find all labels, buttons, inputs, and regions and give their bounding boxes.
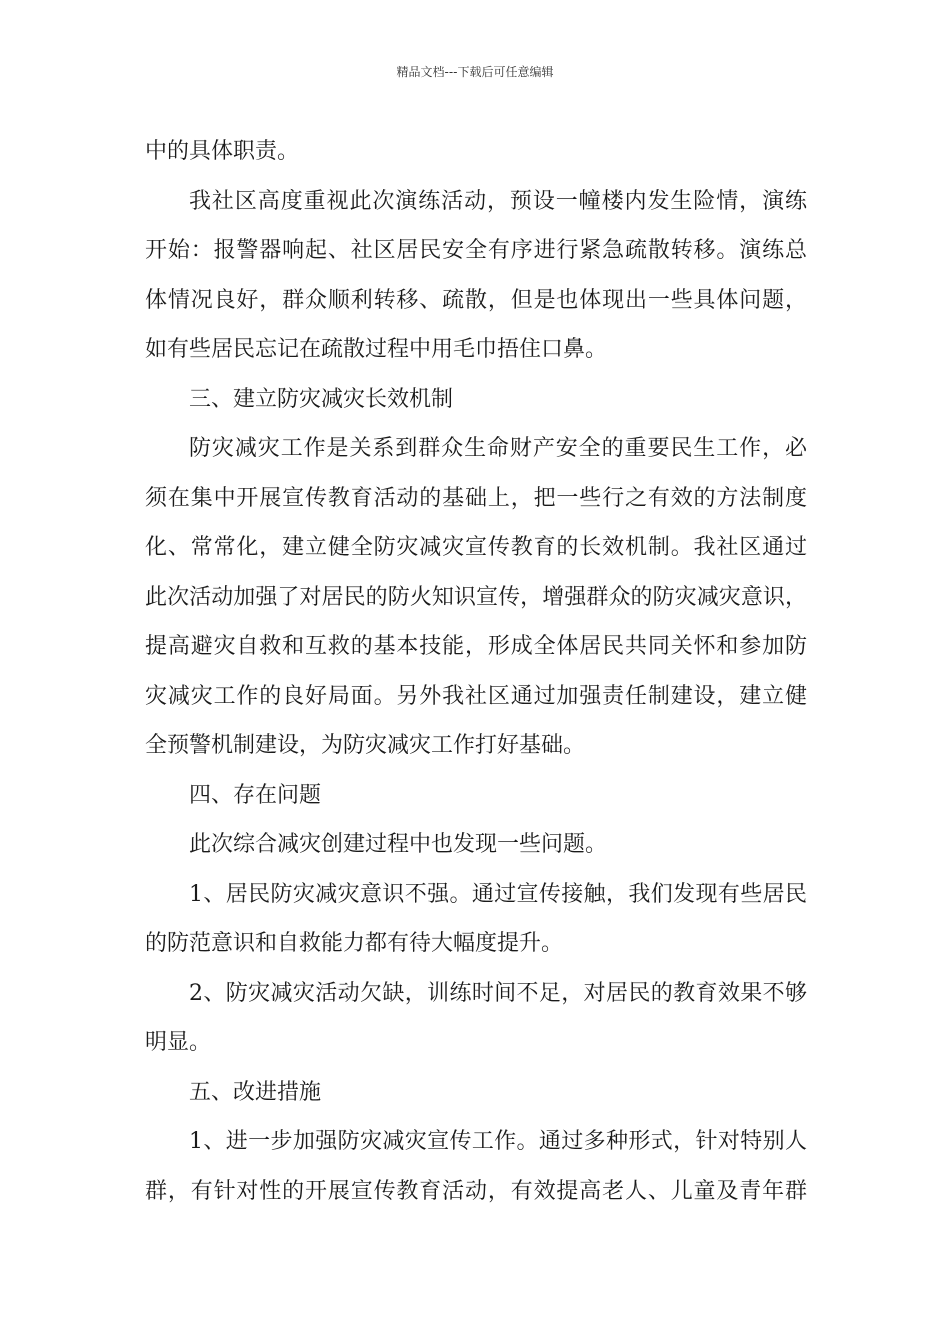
paragraph-2 bbox=[145, 177, 807, 375]
text-line: 四、存在问题 bbox=[189, 782, 322, 808]
text-line: 三、建立防灾减灾长效机制 bbox=[189, 386, 454, 412]
text-line: 体情况良好，群众顺利转移、疏散，但是也体现出一些具体问题， bbox=[145, 287, 807, 313]
paragraph-1 bbox=[145, 127, 807, 177]
text-line: 防灾减灾工作是关系到群众生命财产安全的重要民生工作，必 bbox=[189, 436, 807, 461]
document-body bbox=[145, 127, 807, 1216]
paragraph-5 bbox=[145, 870, 807, 969]
section-heading-5 bbox=[145, 1068, 807, 1118]
paragraph-3 bbox=[145, 424, 807, 771]
text-line: 中的具体职责。 bbox=[145, 139, 300, 164]
text-line: 化、常常化，建立健全防灾减灾宣传教育的长效机制。我社区通过 bbox=[145, 535, 807, 560]
text-line: 明显。 bbox=[145, 1030, 212, 1055]
text-line: 灾减灾工作的良好局面。另外我社区通过加强责任制建设，建立健 bbox=[145, 683, 807, 709]
text-line: 1、进一步加强防灾减灾宣传工作。通过多种形式，针对特别人 bbox=[189, 1129, 807, 1154]
paragraph-4 bbox=[145, 820, 807, 870]
text-line: 的防范意识和自救能力都有待大幅度提升。 bbox=[145, 931, 564, 956]
text-line: 此次活动加强了对居民的防火知识宣传，增强群众的防灾减灾意识， bbox=[145, 584, 807, 610]
text-line: 全预警机制建设，为防灾减灾工作打好基础。 bbox=[145, 733, 586, 758]
page-header: 精品文档---下载后可任意编辑 bbox=[396, 65, 554, 79]
text-line: 开始：报警器响起、社区居民安全有序进行紧急疏散转移。演练总 bbox=[145, 238, 807, 263]
section-heading-3 bbox=[145, 375, 807, 425]
text-line: 如有些居民忘记在疏散过程中用毛巾捂住口鼻。 bbox=[145, 337, 608, 362]
text-line: 提高避灾自救和互救的基本技能，形成全体居民共同关怀和参加防 bbox=[145, 634, 807, 659]
text-line: 我社区高度重视此次演练活动，预设一幢楼内发生险情，演练 bbox=[189, 188, 807, 214]
text-line: 群，有针对性的开展宣传教育活动，有效提高老人、儿童及青年群 bbox=[145, 1178, 807, 1204]
paragraph-6 bbox=[145, 969, 807, 1068]
text-line: 五、改进措施 bbox=[189, 1079, 322, 1105]
paragraph-7 bbox=[145, 1117, 807, 1216]
text-line: 1、居民防灾减灾意识不强。通过宣传接触，我们发现有些居民 bbox=[189, 881, 807, 907]
text-line: 须在集中开展宣传教育活动的基础上，把一些行之有效的方法制度 bbox=[145, 485, 807, 511]
text-line: 2、防灾减灾活动欠缺，训练时间不足，对居民的教育效果不够 bbox=[189, 980, 807, 1006]
section-heading-4 bbox=[145, 771, 807, 821]
text-line: 此次综合减灾创建过程中也发现一些问题。 bbox=[189, 832, 608, 857]
